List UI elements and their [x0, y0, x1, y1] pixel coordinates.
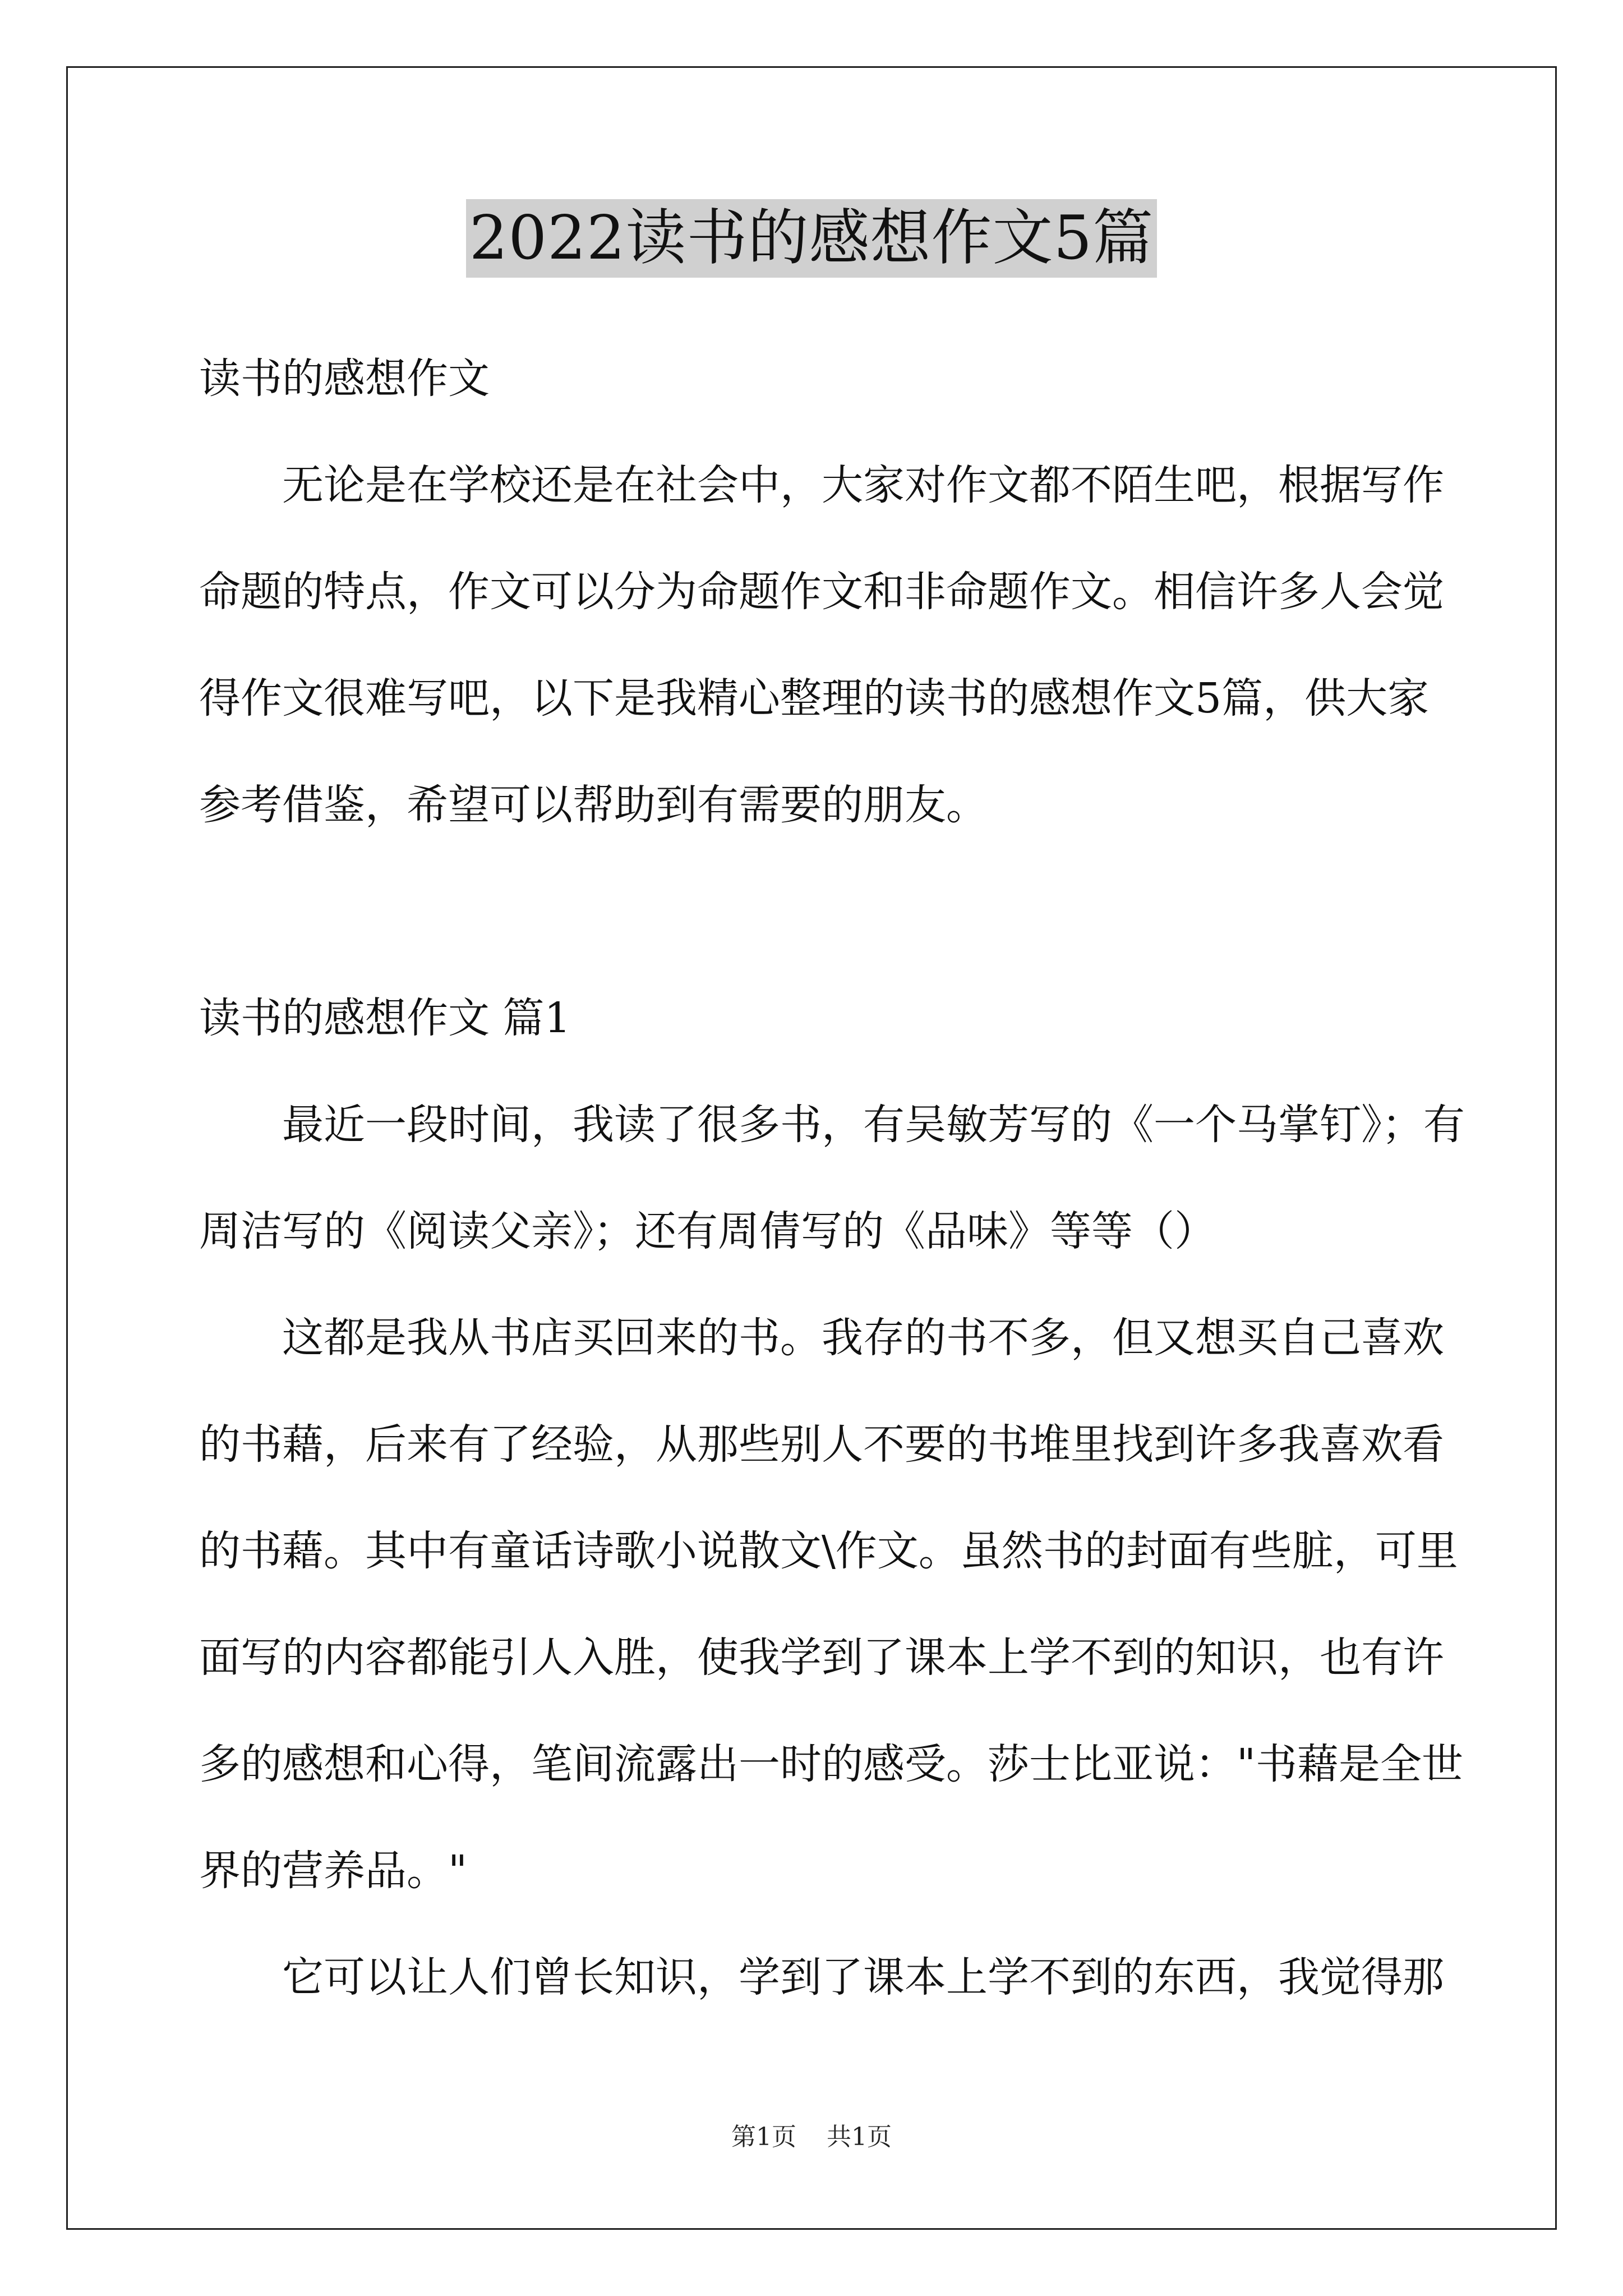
paragraph-2-line-5: 多的感想和心得，笔间流露出一时的感受。莎士比亚说："书藉是全世 [199, 1740, 1464, 1788]
page-number-total: 共1页 [827, 2123, 892, 2151]
paragraph-1-line-1: 最近一段时间，我读了很多书，有吴敏芳写的《一个马掌钉》；有 [282, 1101, 1465, 1149]
section-1-heading: 读书的感想作文 篇1 [199, 994, 571, 1042]
paragraph-2-line-1: 这都是我从书店买回来的书。我存的书不多，但又想买自己喜欢 [282, 1314, 1444, 1362]
paragraph-3-line-1: 它可以让人们曾长知识，学到了课本上学不到的东西，我觉得那 [282, 1953, 1444, 2001]
paragraph-2-line-6: 界的营养品。" [199, 1847, 468, 1895]
intro-line-1: 无论是在学校还是在社会中，大家对作文都不陌生吧，根据写作 [282, 461, 1444, 509]
paragraph-1-line-2: 周洁写的《阅读父亲》；还有周倩写的《品味》等等（） [199, 1207, 1216, 1255]
intro-line-2: 命题的特点，作文可以分为命题作文和非命题作文。相信许多人会觉 [199, 568, 1444, 616]
page-footer [0, 2120, 1623, 2154]
intro-line-4: 参考借鉴，希望可以帮助到有需要的朋友。 [199, 781, 988, 829]
page-number-current: 第1页 [731, 2123, 796, 2151]
title-container [0, 199, 1623, 278]
document-title: 2022读书的感想作文5篇 [466, 199, 1158, 278]
paragraph-2-line-3: 的书藉。其中有童话诗歌小说散文\作文。虽然书的封面有些脏，可里 [199, 1527, 1458, 1575]
intro-line-3: 得作文很难写吧，以下是我精心整理的读书的感想作文5篇，供大家 [199, 674, 1430, 723]
intro-heading: 读书的感想作文 [199, 355, 490, 403]
paragraph-2-line-2: 的书藉，后来有了经验，从那些别人不要的书堆里找到许多我喜欢看 [199, 1420, 1444, 1469]
paragraph-2-line-4: 面写的内容都能引人入胜，使我学到了课本上学不到的知识，也有许 [199, 1634, 1444, 1682]
